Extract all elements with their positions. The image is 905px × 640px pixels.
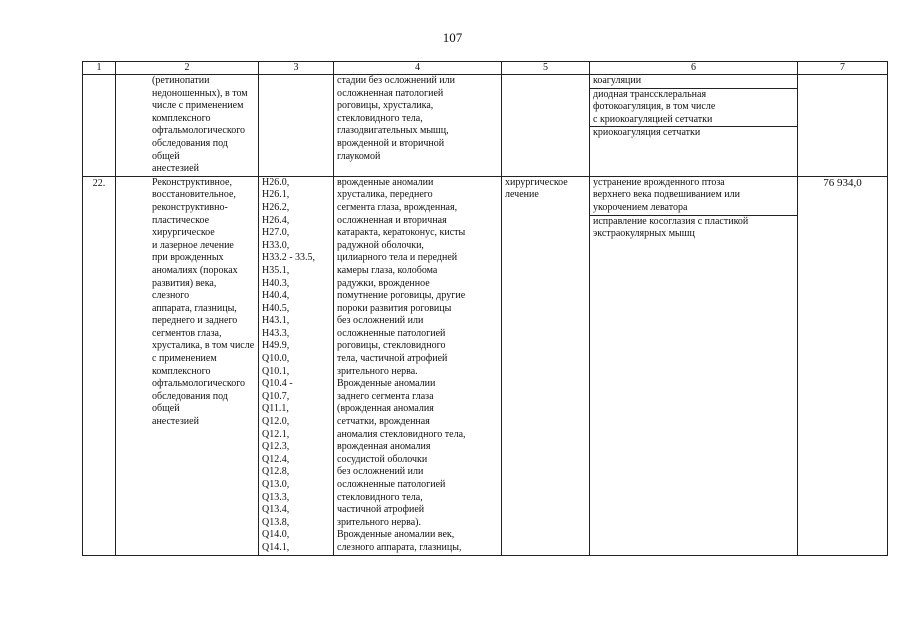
- patient-model: стадии без осложнений или осложненная патологией роговицы, хрусталика, стекловидного тела, глазодвигательных мышц, врожденной и вторичной глаукомой: [334, 75, 502, 177]
- method-item: диодная транссклеральная фотокоагуляция, в том числе с криокоагуляцией сетчатки: [590, 88, 797, 127]
- icd-codes: H26.0, H26.1, H26.2, H26.4, H27.0, H33.0, H33.2 - 33.5, H35.1, H40.3, H40.4, H40.5, H43.1, H43.3, H49.9, Q10.0, Q10.1, Q10.4 - Q10.7, Q11.1, Q12.0, Q12.1, Q12.3, Q12.4, Q12.8, Q13.0, Q13.3, Q13.4, Q13.8, Q14.0, Q14.1,: [259, 176, 334, 555]
- col-header-6: 6: [590, 62, 798, 75]
- care-type-name: (ретинопатии недоношенных), в том числе с применением комплексного офтальмологического обследования под общей анестезией: [116, 75, 259, 177]
- row-number: [83, 75, 116, 177]
- treatment-type: [502, 75, 590, 177]
- method-item: устранение врожденного птоза верхнего века подвешиванием или укорочением леватора: [593, 176, 740, 213]
- page-number: 107: [442, 30, 463, 45]
- col-header-7: 7: [798, 62, 888, 75]
- table-row-22: [83, 176, 888, 555]
- col-header-5: 5: [502, 62, 590, 75]
- row-number: 22.: [83, 176, 116, 555]
- method-item: коагуляции: [593, 75, 642, 86]
- treatment-methods: [590, 176, 798, 555]
- patient-model: врожденные аномалии хрусталика, переднего сегмента глаза, врожденная, осложненная и вторичная катаракта, кератоконус, кисты радужной оболочки, цилиарного тела и передней камеры глаза, колобома радужки, врожденное помутнение роговицы, другие пороки развития роговицы без осложнений или осложненные патологией роговицы, стекловидного тела, частичной атрофией зрительного нерва. Врожденные аномалии заднего сегмента глаза (врожденная аномалия сетчатки, врожденная аномалия стекловидного тела, врожденная аномалия сосудистой оболочки без осложнений или осложненные патологией стекловидного тела, частичной атрофией зрительного нерва). Врожденные аномалии век, слезного аппарата, глазницы,: [334, 176, 502, 555]
- standard-cost: 76 934,0: [798, 176, 888, 555]
- col-header-3: 3: [259, 62, 334, 75]
- care-types-table: [82, 61, 888, 556]
- treatment-type: хирургическое лечение: [502, 176, 590, 555]
- method-item: исправление косоглазия с пластикой экстраокулярных мышц: [590, 215, 797, 241]
- care-type-name: Реконструктивное, восстановительное, реконструктивно- пластическое хирургическое и лазерное лечение при врожденных аномалиях (пороках развития) века, слезного аппарата, глазницы, переднего и заднего сегментов глаза, хрусталика, в том числе с применением комплексного офтальмологического обследования под общей анестезией: [116, 176, 259, 555]
- icd-codes: [259, 75, 334, 177]
- col-header-2: 2: [116, 62, 259, 75]
- col-header-4: 4: [334, 62, 502, 75]
- header-row: [83, 62, 888, 75]
- standard-cost: [798, 75, 888, 177]
- method-item: криокоагуляция сетчатки: [590, 126, 797, 140]
- treatment-methods: [590, 75, 798, 177]
- table-row-continued: [83, 75, 888, 177]
- col-header-1: 1: [83, 62, 116, 75]
